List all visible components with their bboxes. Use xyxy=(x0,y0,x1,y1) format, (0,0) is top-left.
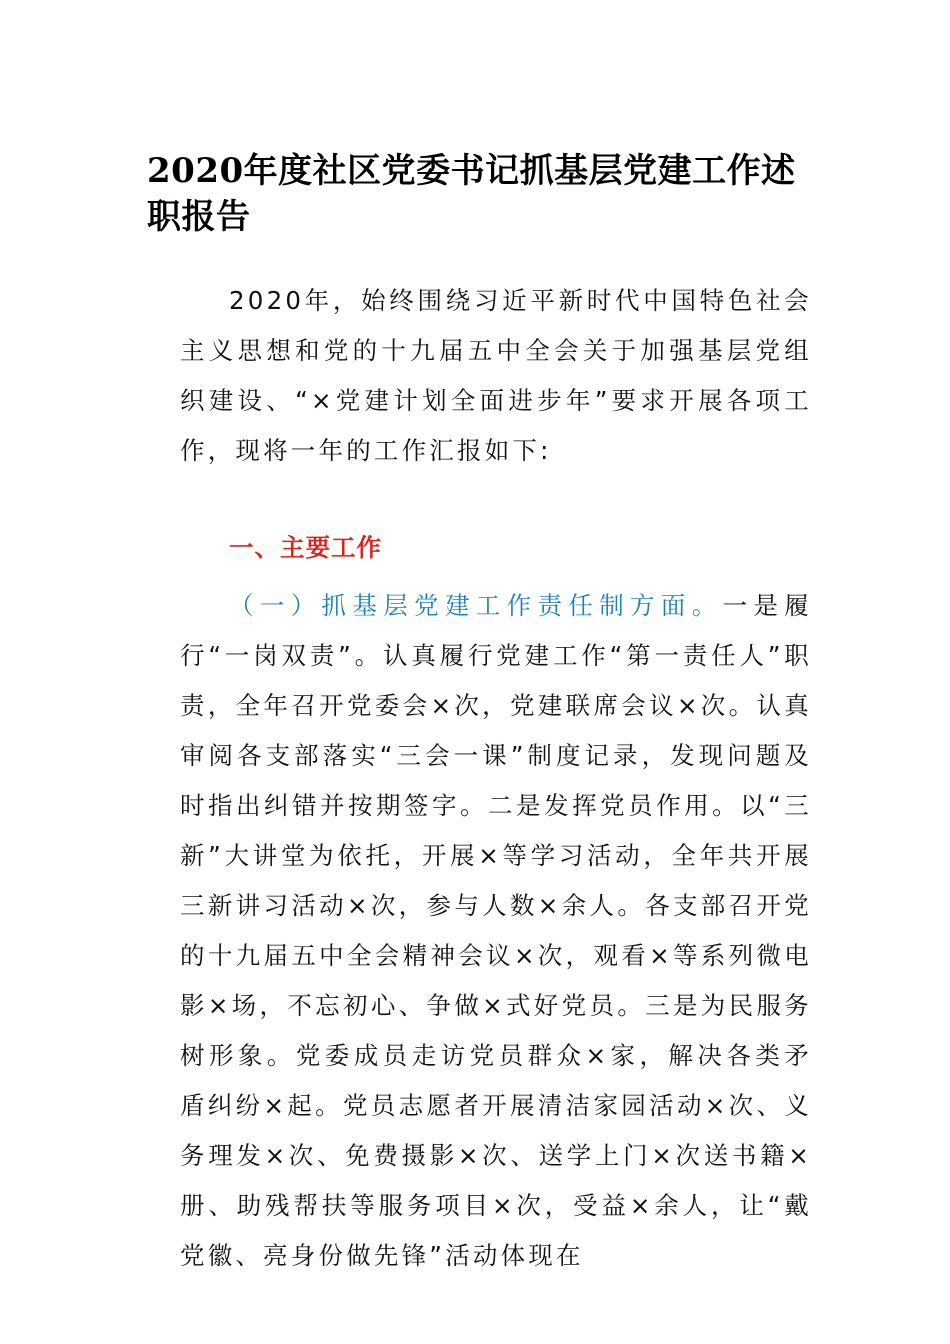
subsection-paragraph xyxy=(180,581,812,1281)
intro-paragraph: 2020年，始终围绕习近平新时代中国特色社会主义思想和党的十九届五中全会关于加强基层党组织建设、“×党建计划全面进步年”要求开展各项工作，现将一年的工作汇报如下: xyxy=(180,286,812,465)
section-heading: 一、主要工作 xyxy=(229,533,382,562)
subsection-body: 一是履行“一岗双责”。认真履行党建工作“第一责任人”职责，全年召开党委会×次，党建联席会议×次。认真审阅各支部落实“三会一课”制度记录，发现问题及时指出纠错并按期签字。二是发挥党员作用。以“三新”大讲堂为依托，开展×等学习活动，全年共开展三新讲习活动×次，参与人数×余人。各支部召开党的十九届五中全会精神会议×次，观看×等系列微电影×场，不忘初心、争做×式好党员。三是为民服务树形象。党委成员走访党员群众×家，解决各类矛盾纠纷×起。党员志愿者开展清洁家园活动×次、义务理发×次、免费摄影×次、送学上门×次送书籍×册、助残帮扶等服务项目×次，受益×余人，让“戴党徽、亮身份做先锋”活动体现在 xyxy=(180,591,812,1270)
subsection-heading: （一）抓基层党建工作责任制方面。 xyxy=(229,591,723,620)
document-title: 2020年度社区党委书记抓基层党建工作述职报告 xyxy=(147,151,796,237)
